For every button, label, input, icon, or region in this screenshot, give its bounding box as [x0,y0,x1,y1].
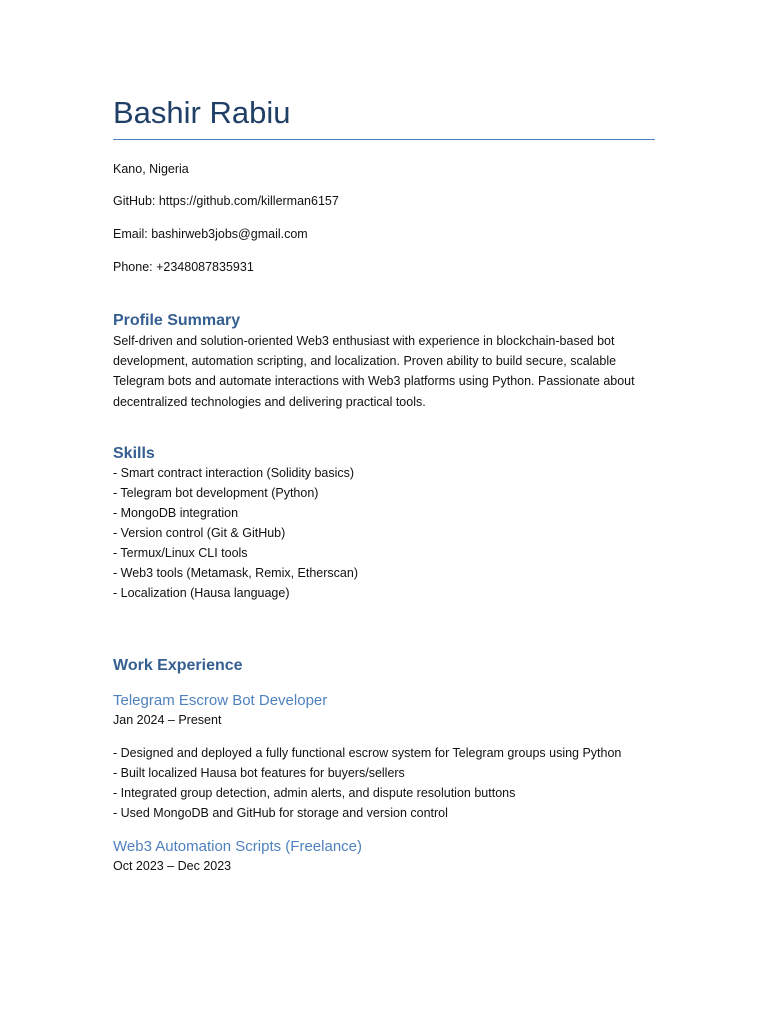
skill-item: - Web3 tools (Metamask, Remix, Etherscan) [113,563,358,583]
job-bullets [113,743,621,823]
contact-github[interactable]: GitHub: https://github.com/killerman6157 [113,194,339,208]
skill-item: - Termux/Linux CLI tools [113,543,358,563]
contact-email[interactable]: Email: bashirweb3jobs@gmail.com [113,227,308,241]
profile-summary-text: Self-driven and solution-oriented Web3 enthusiast with experience in blockchain-based bot development, automation scripting, and localization. Proven ability to build secure, scalable Telegram bots and automate interactions with Web3 platforms using Python. Passionate about decentralized technologies and delivering practical tools. [113,334,635,409]
contact-location: Kano, Nigeria [113,162,189,176]
skill-item: - MongoDB integration [113,503,358,523]
skill-item: - Smart contract interaction (Solidity basics) [113,463,358,483]
job-dates: Oct 2023 – Dec 2023 [113,859,232,873]
job-bullet: - Built localized Hausa bot features for buyers/sellers [113,763,621,783]
job-dates: Jan 2024 – Present [113,713,222,727]
job-bullet: - Designed and deployed a fully functional escrow system for Telegram groups using Python [113,743,621,763]
job-bullet: - Used MongoDB and GitHub for storage and version control [113,803,621,823]
skill-item: - Version control (Git & GitHub) [113,523,358,543]
contact-phone: Phone: +2348087835931 [113,260,254,274]
work-experience-heading: Work Experience [113,657,243,674]
name-underline [113,139,655,140]
skills-list [113,463,358,603]
skill-item: - Telegram bot development (Python) [113,483,358,503]
profile-summary-heading: Profile Summary [113,312,241,329]
job-bullet: - Integrated group detection, admin alerts, and dispute resolution buttons [113,783,621,803]
job-title: Telegram Escrow Bot Developer [113,692,328,709]
resume-name: Bashir Rabiu [113,95,291,130]
job-title: Web3 Automation Scripts (Freelance) [113,838,363,855]
skills-heading: Skills [113,445,155,462]
skill-item: - Localization (Hausa language) [113,583,358,603]
